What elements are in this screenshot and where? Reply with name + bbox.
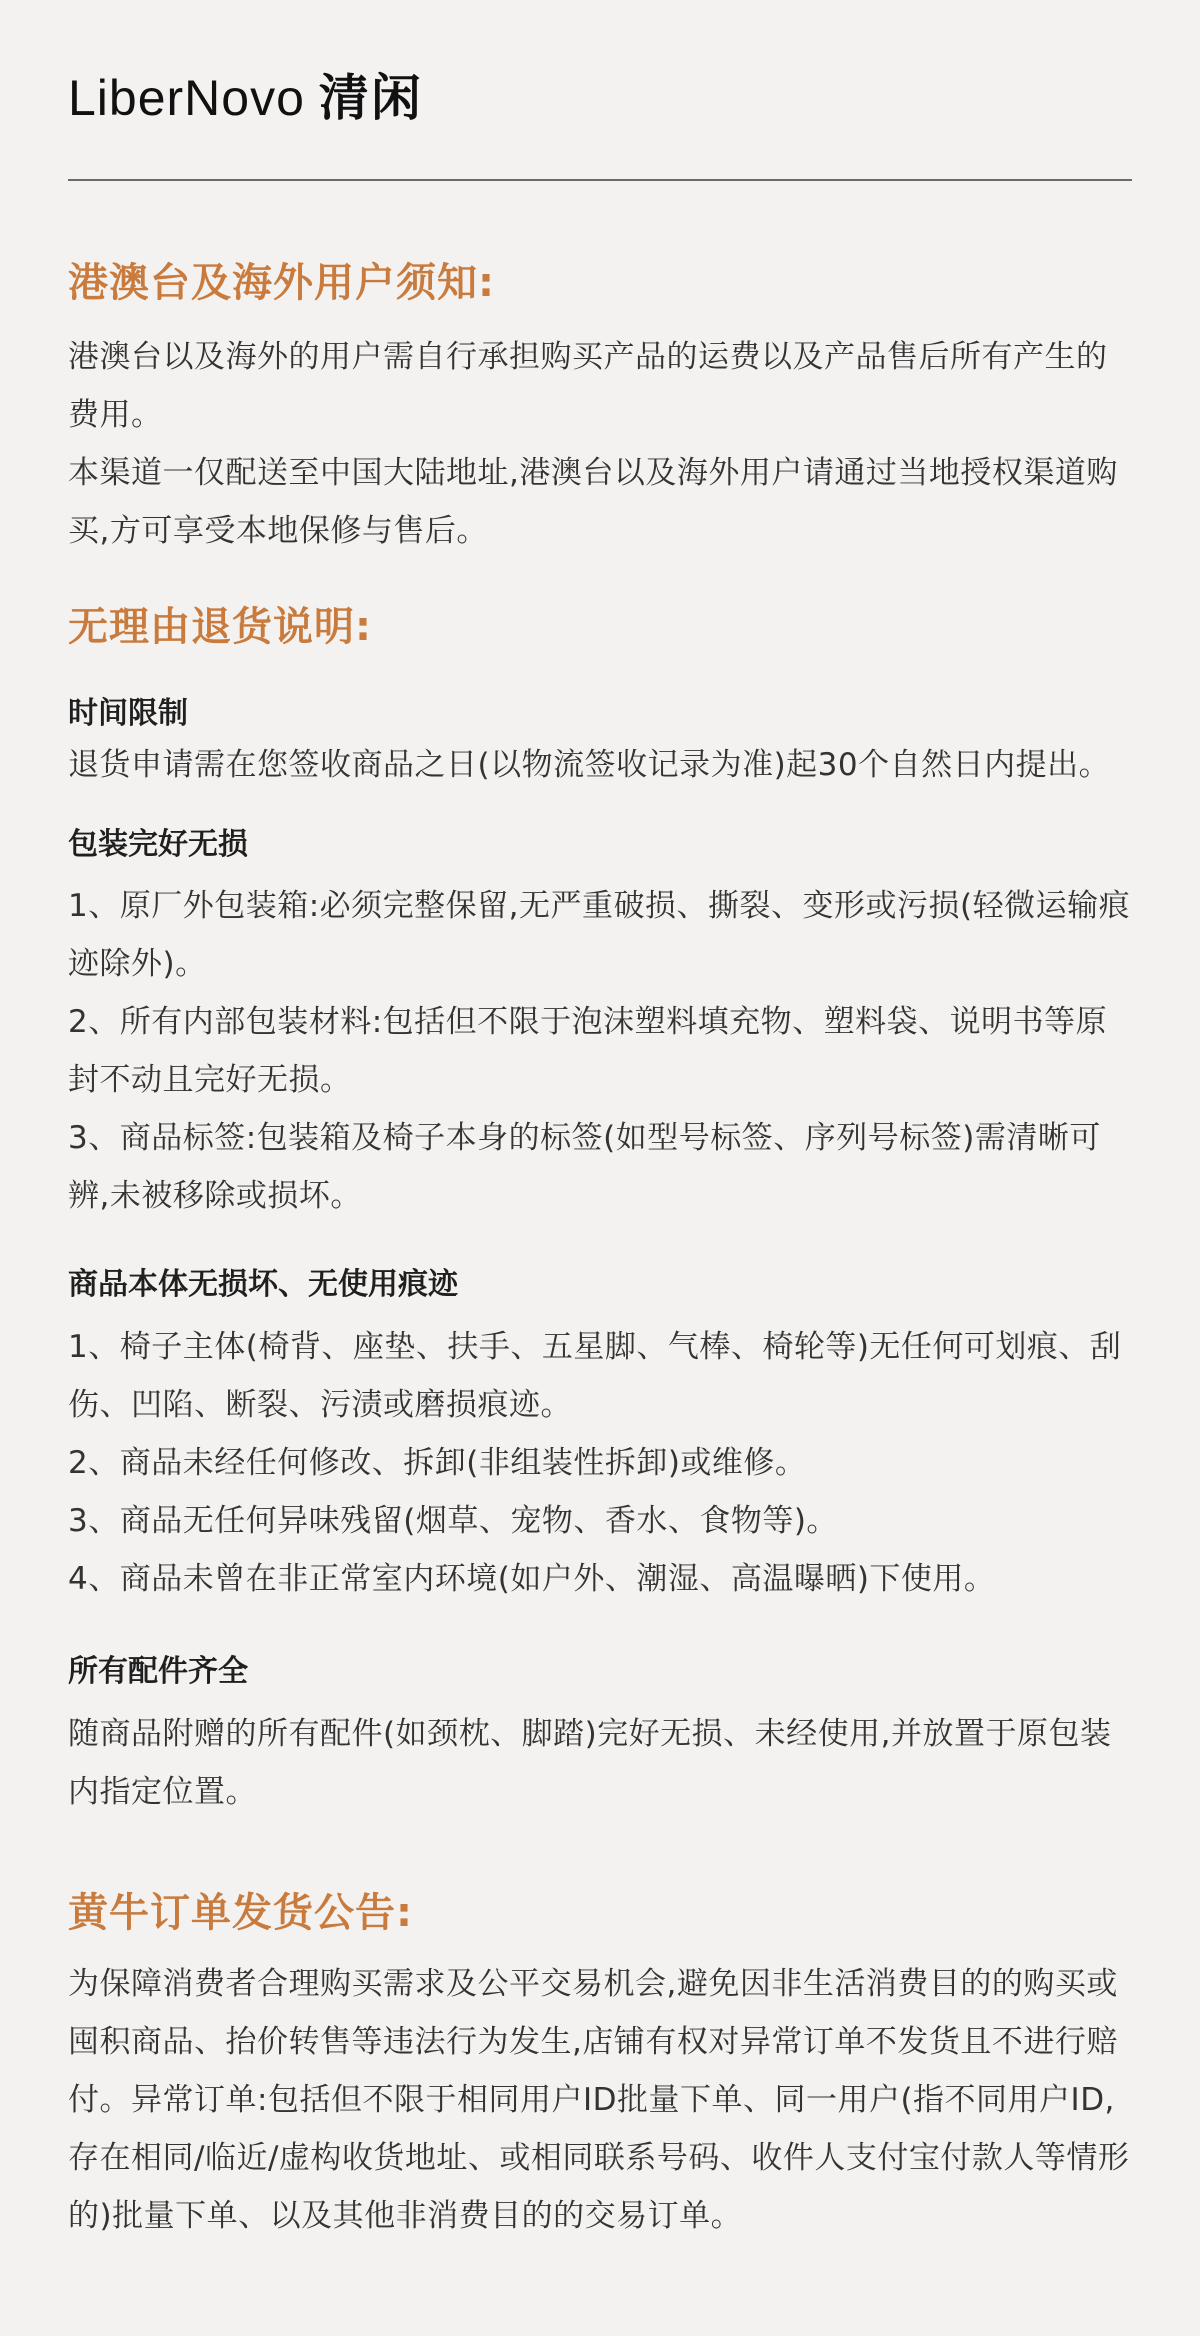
- header-divider: [68, 179, 1132, 181]
- accessories-block: [68, 1650, 1132, 1694]
- scalper-title: 黄牛订单发货公告:: [68, 1890, 413, 1936]
- product-item-4: 4、商品未曾在非正常室内环境(如户外、潮湿、高温曝晒)下使用。: [68, 1561, 996, 1597]
- time-limit-text-block: [68, 736, 1132, 794]
- product-item-2: 2、商品未经任何修改、拆卸(非组装性拆卸)或维修。: [68, 1445, 807, 1481]
- packaging-heading: 包装完好无损: [68, 827, 248, 862]
- product-item-3: 3、商品无任何异味残留(烟草、宠物、香水、食物等)。: [68, 1503, 838, 1539]
- product-condition-list: [68, 1318, 1132, 1608]
- product-item-1: 1、椅子主体(椅背、座垫、扶手、五星脚、气棒、椅轮等)无任何可划痕、刮伤、凹陷、断裂、污渍或磨损痕迹。: [68, 1329, 1122, 1423]
- accessories-text: 随商品附赠的所有配件(如颈枕、脚踏)完好无损、未经使用,并放置于原包装内指定位置。: [68, 1716, 1112, 1810]
- packaging-item-3: 3、商品标签:包装箱及椅子本身的标签(如型号标签、序列号标签)需清晰可辨,未被移除或损坏。: [68, 1120, 1101, 1214]
- accessories-heading: 所有配件齐全: [68, 1654, 248, 1689]
- packaging-list: [68, 877, 1132, 1225]
- packaging-item-2: 2、所有内部包装材料:包括但不限于泡沫塑料填充物、塑料袋、说明书等原封不动且完好无损。: [68, 1004, 1108, 1098]
- product-condition-block: [68, 1263, 1132, 1307]
- packaging-item-1: 1、原厂外包装箱:必须完整保留,无严重破损、撕裂、变形或污损(轻微运输痕迹除外)。: [68, 888, 1131, 982]
- overseas-paragraph-1: 港澳台以及海外的用户需自行承担购买产品的运费以及产品售后所有产生的费用。: [68, 339, 1108, 433]
- scalper-text: 为保障消费者合理购买需求及公平交易机会,避免因非生活消费目的的购买或囤积商品、抬价转售等违法行为发生,店铺有权对异常订单不发货且不进行赔付。异常订单:包括但不限于相同用户ID批量下单、同一用户(指不同用户ID,存在相同/临近/虚构收货地址、或相同联系号码、收件人支付宝付款人等情形的)批量下单、以及其他非消费目的的交易订单。: [68, 1966, 1130, 2234]
- brand-name: LiberNovo: [68, 70, 305, 126]
- time-limit-block: [68, 692, 1132, 736]
- packaging-block: [68, 823, 1132, 867]
- time-limit-heading: 时间限制: [68, 696, 188, 731]
- time-limit-text: 退货申请需在您签收商品之日(以物流签收记录为准)起30个自然日内提出。: [68, 747, 1111, 783]
- returns-section: [68, 602, 1132, 652]
- scalper-section: [68, 1888, 1132, 1938]
- overseas-paragraph-2: 本渠道一仅配送至中国大陆地址,港澳台以及海外用户请通过当地授权渠道购买,方可享受本地保修与售后。: [68, 455, 1118, 549]
- overseas-notice-section: [68, 258, 1132, 308]
- scalper-text-block: [68, 1955, 1132, 2245]
- accessories-text-block: [68, 1705, 1132, 1821]
- overseas-notice-title: 港澳台及海外用户须知:: [68, 260, 495, 306]
- product-condition-heading: 商品本体无损坏、无使用痕迹: [68, 1267, 458, 1302]
- brand-logo: [68, 68, 423, 128]
- returns-title: 无理由退货说明:: [68, 604, 372, 650]
- overseas-notice-body: [68, 328, 1132, 560]
- brand-name-cn: 清闲: [318, 70, 423, 126]
